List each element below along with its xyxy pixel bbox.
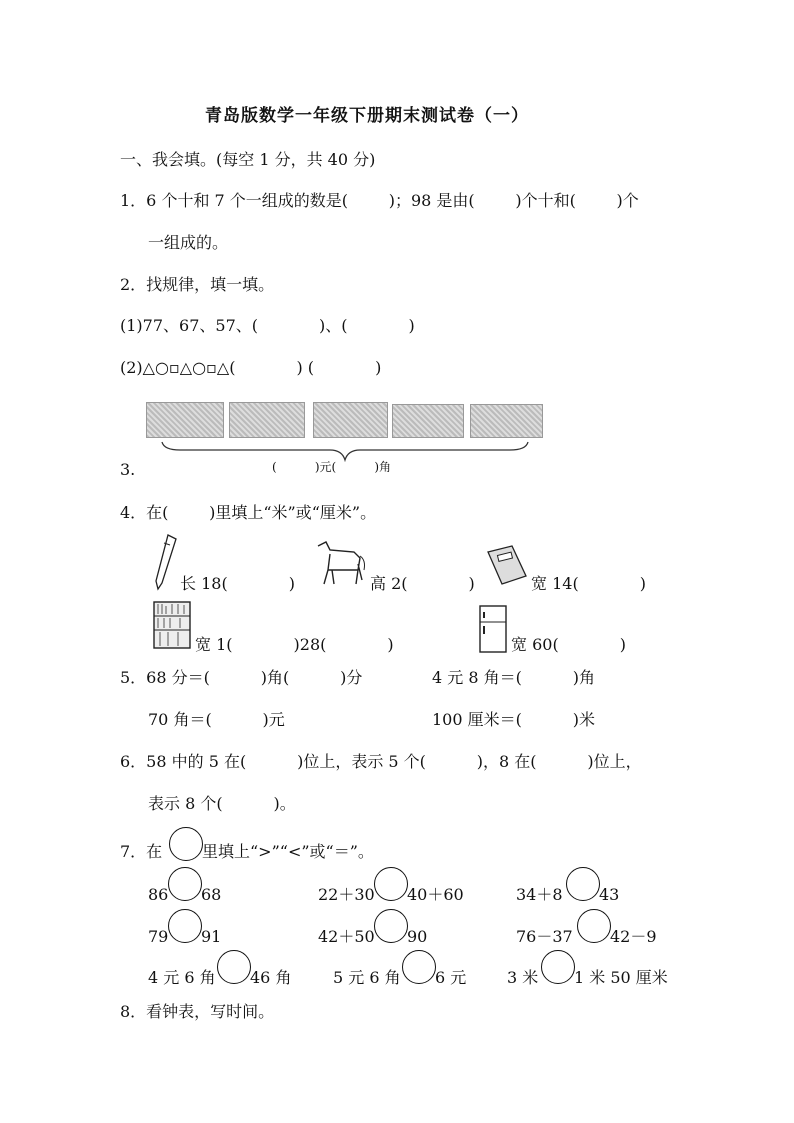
q4-line: 4．在( )里填上“米”或“厘米”。 [120,503,377,522]
compare-circle[interactable] [217,950,251,984]
pen-label: 长 18( ) [180,574,295,593]
q5-a: 5．68 分＝( )角( )分 [120,668,363,687]
cmp-left: 22＋30 [318,885,375,904]
horse-label: 高 2( ) [370,574,475,593]
shelf-label: 宽 1( )28( ) [195,635,394,654]
cmp-left: 76－37 [516,927,573,946]
compare-circle[interactable] [168,909,202,943]
section-heading: 一、我会填。(每空 1 分，共 40 分) [120,150,376,169]
cmp-right: 91 [201,927,222,946]
banknote-jiao-2 [392,404,464,438]
cmp-right: 46 角 [250,968,292,987]
q5-d: 100 厘米＝( )米 [432,710,595,729]
cmp-left: 4 元 6 角 [148,968,216,987]
compare-circle[interactable] [577,909,611,943]
q5-c: 70 角＝( )元 [148,710,285,729]
q1-line1: 1．6 个十和 7 个一组成的数是( )；98 是由( )个十和( )个 [120,191,639,210]
cmp-left: 79 [148,927,169,946]
fridge-label: 宽 60( ) [511,635,626,654]
compare-circle[interactable] [374,867,408,901]
cmp-right: 42－9 [610,927,657,946]
banknote-jiao-1 [313,402,388,438]
q8-line: 8．看钟表，写时间。 [120,1002,275,1021]
book-label: 宽 14( ) [531,574,646,593]
cmp-left: 5 元 6 角 [333,968,401,987]
cmp-right: 68 [201,885,222,904]
q5-b: 4 元 8 角＝( )角 [432,668,595,687]
fridge-icon [476,604,510,654]
banknote-2yuan-2 [229,402,305,438]
cmp-left: 34＋8 [516,885,563,904]
compare-circle[interactable] [402,950,436,984]
compare-circle[interactable] [566,867,600,901]
q2-b: (2)△○▫△○▫△( ) ( ) [120,358,382,377]
compare-circle [169,827,203,861]
banknote-2yuan-1 [146,402,224,438]
q3-answer: ( )元( )角 [272,460,392,474]
q2-line: 2．找规律，填一填。 [120,275,275,294]
page-title: 青岛版数学一年级下册期末测试卷（一） [205,106,529,126]
bracket-icon [160,440,530,462]
cmp-left: 86 [148,885,169,904]
cmp-right: 6 元 [435,968,467,987]
q7-suffix: 里填上“>”“<”或“＝”。 [202,842,374,861]
q7-prefix: 7．在 [120,842,163,861]
cmp-left: 3 米 [507,968,539,987]
q1-line2: 一组成的。 [148,233,229,252]
horse-icon [310,540,368,588]
q3-number: 3. [120,460,136,479]
banknote-jiao-3 [470,404,543,438]
q2-a: (1)77、67、57、( )、( ) [120,316,415,335]
pen-icon [150,533,180,593]
compare-circle[interactable] [541,950,575,984]
q6-line1: 6．58 中的 5 在( )位上，表示 5 个( )，8 在( )位上， [120,752,642,771]
compare-circle[interactable] [374,909,408,943]
compare-circle[interactable] [168,867,202,901]
q6-line2: 表示 8 个( )。 [148,794,296,813]
book-icon [484,544,530,588]
bookshelf-icon [150,598,194,652]
cmp-left: 42＋50 [318,927,375,946]
cmp-right: 40＋60 [407,885,464,904]
cmp-right: 43 [599,885,620,904]
cmp-right: 1 米 50 厘米 [574,968,668,987]
cmp-right: 90 [407,927,428,946]
